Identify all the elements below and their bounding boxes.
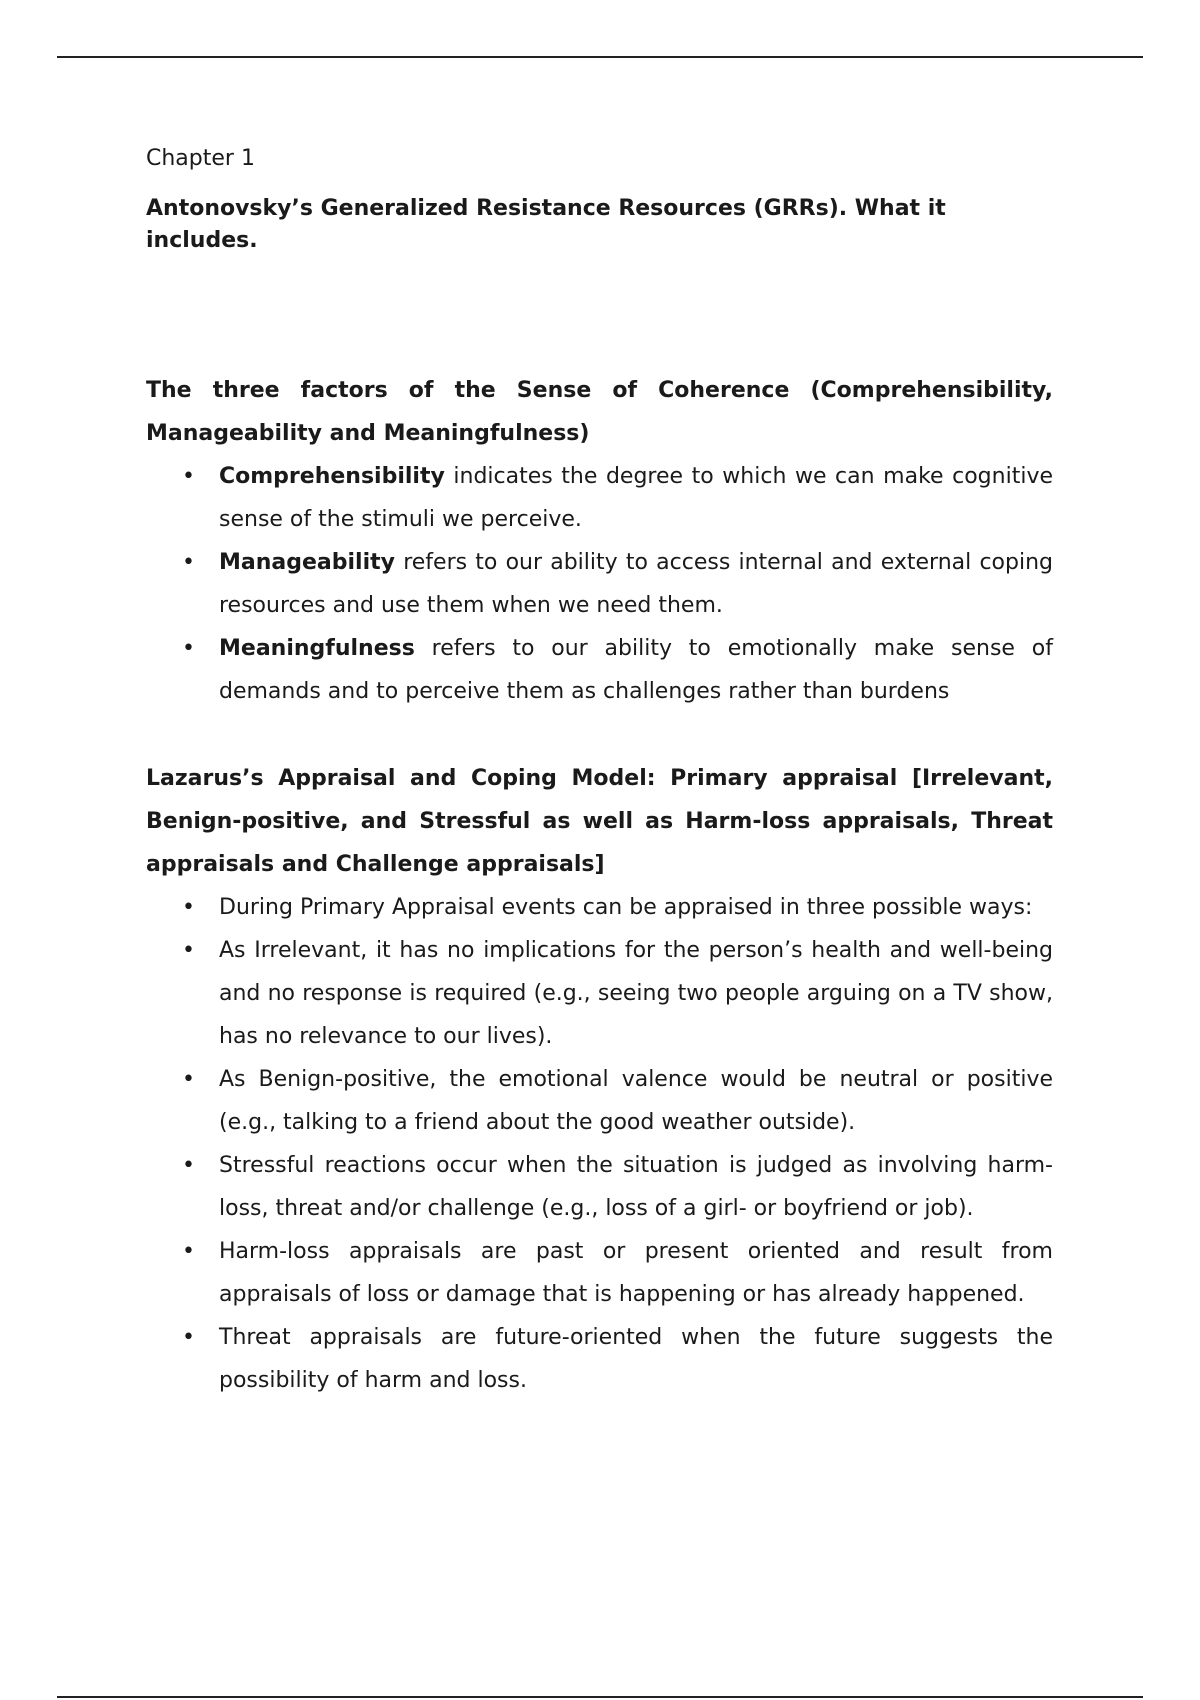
term-description: refers to our ability to emotionally make sense of demands and to perceive them as challenges rather than burdens — [219, 636, 1053, 704]
bullet-icon: • — [182, 1325, 195, 1350]
bullet-icon: • — [182, 938, 195, 963]
list-item-text: Harm-loss appraisals are past or present oriented and result from appraisals of loss or damage that is happening or has already happened. — [219, 1239, 1053, 1307]
list-item-text: As Benign-positive, the emotional valence would be neutral or positive (e.g., talking to a friend about the good weather outside). — [219, 1067, 1053, 1135]
bullet-icon: • — [182, 1239, 195, 1264]
list-item — [146, 1316, 1053, 1402]
list-item-text: During Primary Appraisal events can be appraised in three possible ways: — [219, 895, 1033, 920]
lazarus-heading: Lazarus’s Appraisal and Coping Model: Primary appraisal [Irrelevant, Benign-positive, and Stressful as well as Harm-loss appraisals, Threat appraisals and Challenge appraisals] — [146, 766, 1053, 877]
bullet-icon: • — [182, 636, 195, 661]
term-comprehensibility: Comprehensibility — [219, 464, 445, 489]
grr-title: Antonovsky’s Generalized Resistance Resources (GRRs). What it includes. — [146, 196, 946, 253]
term-manageability: Manageability — [219, 550, 395, 575]
bullet-icon: • — [182, 1153, 195, 1178]
list-item — [146, 1230, 1053, 1316]
list-item-text: Stressful reactions occur when the situation is judged as involving harm-loss, threat and/or challenge (e.g., loss of a girl- or boyfriend or job). — [219, 1153, 1053, 1221]
soc-heading: The three factors of the Sense of Coherence (Comprehensibility, Manageability and Meaningfulness) — [146, 378, 1053, 446]
list-item — [146, 541, 1053, 627]
list-item — [146, 886, 1053, 929]
list-item — [146, 627, 1053, 713]
term-meaningfulness: Meaningfulness — [219, 636, 415, 661]
list-item — [146, 1058, 1053, 1144]
bullet-icon: • — [182, 1067, 195, 1092]
soc-bullet-list — [146, 455, 1053, 713]
footer-rule — [57, 1696, 1143, 1698]
list-item-text: Threat appraisals are future-oriented when the future suggests the possibility of harm and loss. — [219, 1325, 1053, 1393]
list-item-text: As Irrelevant, it has no implications for the person’s health and well-being and no response is required (e.g., seeing two people arguing on a TV show, has no relevance to our lives). — [219, 938, 1053, 1049]
lazarus-bullet-list — [146, 886, 1053, 1402]
document-body — [146, 143, 1053, 1402]
chapter-label: Chapter 1 — [146, 146, 255, 171]
bullet-icon: • — [182, 550, 195, 575]
header-rule — [57, 56, 1143, 58]
term-description: refers to our ability to access internal and external coping resources and use them when we need them. — [219, 550, 1053, 618]
term-description: indicates the degree to which we can make cognitive sense of the stimuli we perceive. — [219, 464, 1053, 532]
bullet-icon: • — [182, 895, 195, 920]
bullet-icon: • — [182, 464, 195, 489]
list-item — [146, 1144, 1053, 1230]
list-item — [146, 455, 1053, 541]
list-item — [146, 929, 1053, 1058]
